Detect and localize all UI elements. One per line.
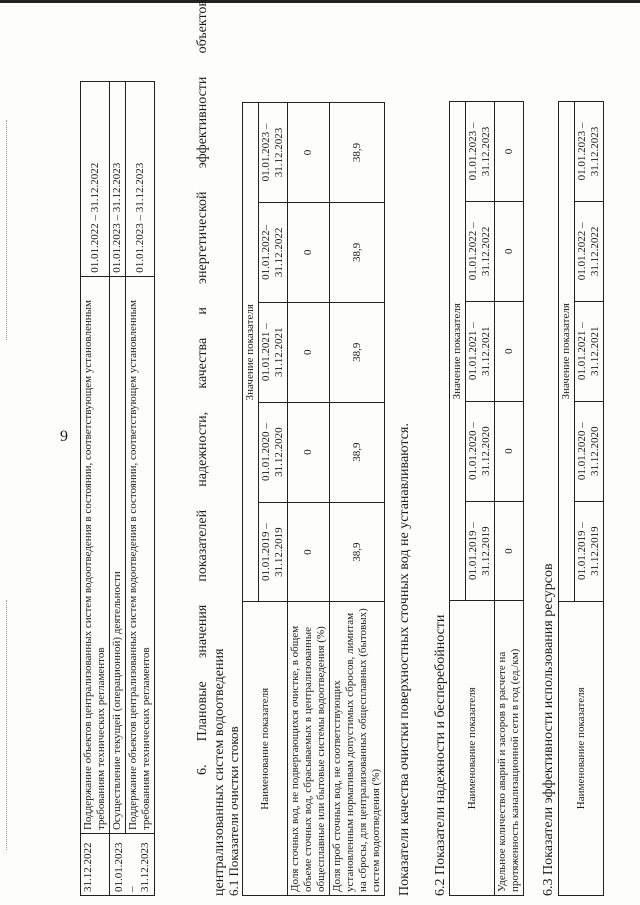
period-header: 01.01.2022 – 31.12.2022 xyxy=(575,201,604,301)
period-header: 01.01.2023 – 31.12.2023 xyxy=(466,102,495,202)
value-cell: 0 xyxy=(495,102,524,202)
period-header: 01.01.2021 – 31.12.2021 xyxy=(466,301,495,401)
subsection-6-2-title: 6.2 Показатели надежности и бесперебойности xyxy=(433,614,448,896)
table-header-row xyxy=(450,102,466,896)
period-header: 01.01.2020 – 31.12.2020 xyxy=(575,401,604,501)
value-cell: 38,9 xyxy=(330,103,385,203)
table-row xyxy=(110,82,126,896)
period-header: 01.01.2020 – 31.12.2020 xyxy=(466,401,495,501)
table-header-row xyxy=(243,103,259,896)
heading-word: значения xyxy=(195,604,210,659)
table-row xyxy=(495,102,524,896)
value-cell: 0 xyxy=(495,401,524,501)
value-cell: 0 xyxy=(288,402,330,502)
value-cell: 38,9 xyxy=(330,202,385,302)
heading-word: и xyxy=(195,307,210,315)
activity-cell: Поддержание объектов централизованных систем водоотведения в состоянии, соответствующем установленным требованиям технических регламентов xyxy=(81,276,110,833)
period-header: 01.01.2019 – 31.12.2019 xyxy=(575,501,604,601)
table-row xyxy=(126,82,155,896)
value-header: Значение показателя xyxy=(559,102,575,602)
value-cell: 0 xyxy=(495,301,524,401)
table-row xyxy=(288,103,330,896)
period-cell: 31.12.2022 xyxy=(81,834,110,896)
dates-cell: 01.01.2022 – 31.12.2022 xyxy=(81,82,110,277)
reliability-indicators-table xyxy=(449,101,524,896)
section-number: 6. xyxy=(195,764,210,775)
name-header: Наименование показателя xyxy=(450,601,495,896)
value-cell: 38,9 xyxy=(330,402,385,502)
value-cell: 0 xyxy=(288,103,330,203)
period-start: 01.01.2023 – xyxy=(112,842,138,892)
surface-water-note: Показатели качества очистки поверхностных сточных вод не устанавливаются. xyxy=(397,423,412,896)
page-number: 9 xyxy=(60,428,68,445)
subsection-6-3-title: 6.3 Показатели эффективности использования ресурсов xyxy=(541,563,556,896)
table-header-row xyxy=(559,102,575,896)
period-header: 01.01.2021 – 31.12.2021 xyxy=(259,302,288,402)
schedule-table xyxy=(80,81,155,896)
period-header: 01.01.2022 – 31.12.2022 xyxy=(466,201,495,301)
section-6-heading xyxy=(195,0,211,775)
indicator-name: Доля сточных вод, не подвергающихся очистке, в общем объеме сточных вод, сбрасываемых в централизованные общесплавные или бытовые системы водоотведения (%) xyxy=(288,602,330,896)
value-cell: 0 xyxy=(495,501,524,601)
period-header: 01.01.2022– 31.12.2022 xyxy=(259,202,288,302)
value-header: Значение показателя xyxy=(450,102,466,602)
heading-word: показателей xyxy=(195,509,210,582)
value-cell: 0 xyxy=(288,502,330,602)
value-header: Значение показателя xyxy=(243,103,259,603)
value-cell: 38,9 xyxy=(330,302,385,402)
period-end: 31.12.2023 xyxy=(138,842,151,892)
indicator-name: Удельное количество аварий и засоров в расчете на протяженность канализационной сети в год (ед./км) xyxy=(495,601,524,896)
heading-word: объектов xyxy=(195,0,210,54)
period-cell xyxy=(110,834,155,896)
value-cell: 38,9 xyxy=(330,502,385,602)
period-header: 01.01.2020 – 31.12.2020 xyxy=(259,402,288,502)
subsection-6-1-title: 6.1 Показатели очистки стоков xyxy=(226,726,241,896)
table-row xyxy=(81,82,110,896)
heading-word: Плановые xyxy=(195,681,210,742)
value-cell: 0 xyxy=(495,201,524,301)
treatment-indicators-table xyxy=(242,102,385,896)
activity-cell: Осуществление текущей (операционной) деятельности xyxy=(110,276,126,833)
value-cell: 0 xyxy=(288,302,330,402)
activity-cell: Поддержание объектов централизованных систем водоотведения в состоянии, соответствующем установленным требованиям технических регламентов xyxy=(126,276,155,833)
dates-cell: 01.01.2023 – 31.12.2023 xyxy=(110,82,126,277)
period-header: 01.01.2023 – 31.12.2023 xyxy=(575,102,604,202)
name-header: Наименование показателя xyxy=(243,602,288,896)
heading-word: эффективности xyxy=(195,76,210,169)
period-header: 01.01.2019 – 31.12.2019 xyxy=(466,501,495,601)
period-header: 01.01.2021 – 31.12.2021 xyxy=(575,301,604,401)
heading-word: надежности, xyxy=(195,411,210,487)
period-header: 01.01.2023 – 31.12.2023 xyxy=(259,103,288,203)
indicator-name: Доля проб сточных вод, не соответствующих установленным нормативам допустимых сбросов, лимитам на сбросы, для централизованных общесплавных (бытовых) систем водоотведения (%) xyxy=(330,602,385,896)
period-header: 01.01.2019 – 31.12.2019 xyxy=(259,502,288,602)
value-cell: 0 xyxy=(288,202,330,302)
dates-cell: 01.01.2023 – 31.12.2023 xyxy=(126,82,155,277)
section-6-heading-line2: централизованных систем водоотведения xyxy=(212,648,227,896)
heading-word: энергетической xyxy=(195,191,210,284)
name-header: Наименование показателя xyxy=(559,601,604,895)
table-row xyxy=(330,103,385,896)
efficiency-indicators-table xyxy=(558,101,604,896)
heading-word: качества xyxy=(195,337,210,389)
